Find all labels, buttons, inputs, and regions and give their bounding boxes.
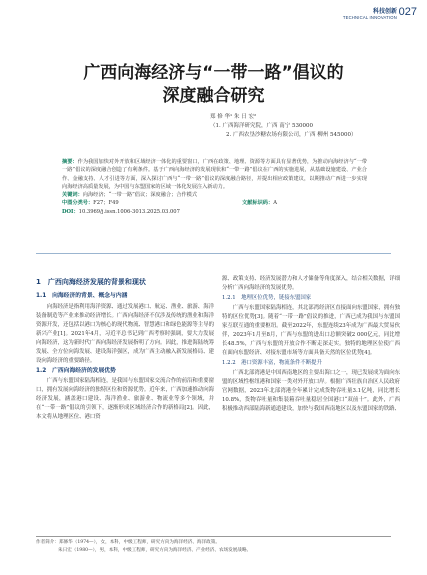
doi-line	[62, 208, 367, 216]
keywords-text: 向海经济；“一带一路”倡议；深度融合；合作模式	[82, 192, 198, 199]
subsection-1-2-2-heading: 1.2.2 港口资源丰富，物流条件不断提升	[222, 360, 322, 366]
abstract-paragraph	[62, 158, 367, 191]
page-number: 027	[398, 6, 417, 18]
paragraph-1-1: 向海经济是指利用海洋资源、通过发展港口、航运、渔业、旅游、海洋装备制造等产业来推动经济增长。广西向海经济不仅涉及传统的渔业和海洋资源开发，还包括以港口为核心的现代物流、智慧港口和绿色能源等主导的新兴产业[1]。2021年4月，习近平总书记到广西考察时强调，要大力发展向海经济，这为新时代广西向海经济发展指明了方向。因此，推进海陆统筹发展、全方位向海发展、建设海洋强区，成为广西主动融入新发展格局、建设向海经济的重要路径。	[36, 303, 214, 364]
keywords-line	[62, 191, 367, 199]
doc-code-value: A	[273, 200, 277, 207]
author-names: 郑 修 华¹ 朱 日 宏²	[210, 114, 257, 120]
paragraph-1-2: 广西与东盟国家陆海相连，是我国与东盟国家交流合作的前沿和重要窗口，拥有发展向海经济的独特区位和资源优势。近年来，广西加速推动向海经济发展，涵盖港口建设、海洋渔业、旅游业、物流业等多个领域，并在“一带一路”倡议的引领下，逐渐形成区域经济合作的新格局[2]。因此，本文将从地理区位、港口资	[36, 378, 214, 420]
subsection-1-1-heading: 1.1 向海经济的背景、概念与内涵	[36, 293, 128, 299]
clc-value: F27；F49	[93, 200, 119, 207]
section-1-heading: 1 广西向海经济发展的背景和现状	[36, 278, 146, 286]
footnote-author-2: 朱日宏（1980—），男，本科，中级工程师，研究方向为海洋经济、产业经济、农场发展战略。	[58, 547, 252, 553]
doi-label: DOI：	[62, 208, 79, 215]
paragraph-continued: 源、政策支持、经济发展潜力和人才储备等角度深入，结合相关数据，详细分析广西向海经济的发展优势。	[222, 276, 400, 291]
subsection-1-2-1-heading: 1.2.1 地理区位优势，链接东盟国家	[222, 295, 312, 301]
abstract-block	[62, 158, 367, 216]
section-divider	[36, 253, 391, 254]
right-column	[222, 275, 400, 414]
author-block	[210, 113, 357, 140]
title-line-1: 广西向海经济与“一带一路”倡议的	[83, 63, 344, 83]
title-line-2: 深度融合研究	[162, 86, 265, 106]
footnote	[36, 536, 391, 554]
keywords-label: 关键词：	[62, 192, 83, 199]
doi-value: 10.3969/j.issn.1006-3013.2025.03.007	[78, 208, 180, 215]
clc-label: 中图分类号：	[62, 200, 94, 207]
journal-name-en: TECHNICAL INNOVATION	[342, 15, 397, 20]
affiliation-1: （1. 广西海洋研究院，广西 南宁 530000	[210, 123, 313, 129]
journal-header	[343, 6, 415, 20]
paragraph-1-2-1: 广西与东盟国家陆海相连，其北部湾经济区直接面向东盟国家，拥有独特的区位优势[3]。随着“一带一路”倡议的推进，广西已成为我国与东盟国家互联互通的重要枢纽。截至2022年，东盟连续23年成为广西最大贸易伙伴，2023年1月至8月，广西与东盟的进出口总额突破2 000亿元，同比增长48.5%，广西与东盟的开放合作不断走深走实。独特的地理区位使广西在面向东盟经济、对接东盟市场等方面具备天然的区位优势[4]。	[222, 305, 400, 356]
affiliation-2: 2. 广西农垦沙糖农场有限公司，广西 柳州 545000）	[226, 132, 357, 138]
left-column	[36, 276, 214, 422]
footnote-author-1: 作者简介：郑修华（1974—），女，本科，中级工程师，研究方向为海洋经济、海洋政策。	[36, 540, 220, 545]
classification-line	[62, 199, 367, 207]
abstract-text: 作为我国加快对外开放和区域经济一体化的重要窗口，广西在政策、地理、资源等方面具有显著优势，为推动向海经济与“一带一路”倡议的深度融合创造了有利条件。基于广西向海经济的发展现状和“一带一路”倡议在广西的实施进展，从基础设施建设、产业合作、金融支持、人才引进等方面，深入探讨广西与“一带一路”倡议的深度融合路径，并提出相应政策建议，以期推动广西进一步实现向海经济高质量发展，为中国与东盟国家的区域一体化发展注入新动力。	[62, 159, 367, 190]
subsection-1-2-heading: 1.2 广西向海经济的发展优势	[36, 367, 116, 374]
doc-code-label: 文献标识码：	[242, 200, 274, 207]
paragraph-1-2-2: 广西北部湾港是中国西南地区的主要出海口之一，现已发展成为面向东盟的区域性枢纽港和国家一类对外开放口岸。根据广西壮族自治区人民政府官网数据，2023年北部湾港全年累计完成货物吞吐量3.1亿吨，同比增长10.8%，货物吞吐量和集装箱吞吐量稳居全国港口“双前十”。此外，广西积极推动西部陆海新通道建设，加快与我国西南地区以及东盟国家的铁路、	[222, 370, 400, 412]
article-title	[0, 62, 427, 108]
journal-name-cn: 科技创新	[372, 9, 397, 15]
abstract-label: 摘要：	[62, 159, 78, 165]
